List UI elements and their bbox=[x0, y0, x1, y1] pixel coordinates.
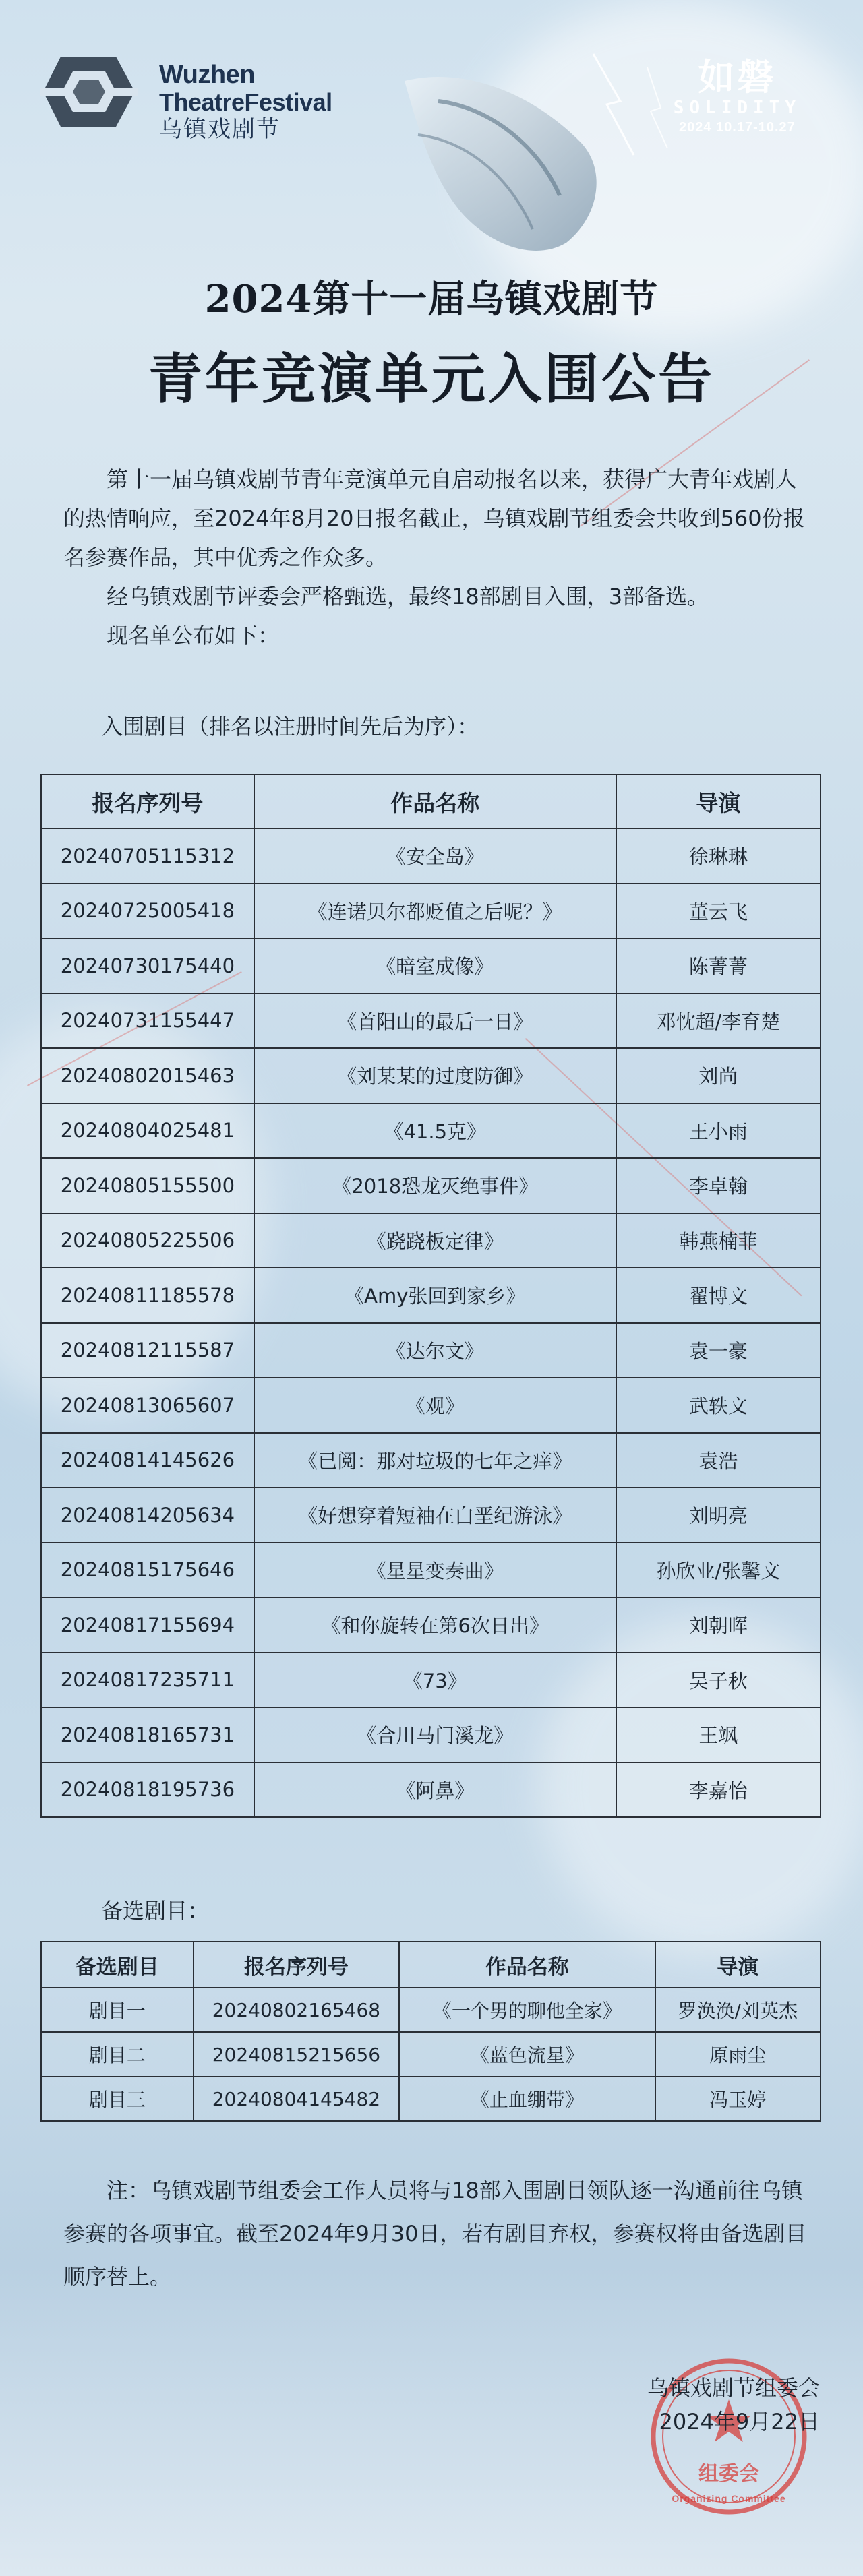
theme-date: 2024 10.17-10.27 bbox=[678, 120, 796, 135]
table-row bbox=[41, 1323, 821, 1378]
table-cell: 20240805155500 bbox=[41, 1158, 254, 1213]
theme-cn: 如磐 bbox=[698, 55, 777, 98]
table-cell: 《止血绷带》 bbox=[399, 2077, 655, 2121]
table-cell: 20240818165731 bbox=[41, 1707, 254, 1762]
table-cell: 20240731155447 bbox=[41, 993, 254, 1049]
table-row bbox=[41, 938, 821, 993]
table-row bbox=[41, 1433, 821, 1488]
table-row bbox=[41, 884, 821, 939]
note-text bbox=[63, 2169, 809, 2298]
column-header: 报名序列号 bbox=[194, 1942, 400, 1988]
page-title-line1: 2024第十一届乌镇戏剧节 bbox=[204, 277, 659, 321]
brand-cn: 乌镇戏剧节 bbox=[159, 116, 280, 143]
column-header: 作品名称 bbox=[254, 774, 616, 828]
table-cell: 20240804145482 bbox=[194, 2077, 400, 2121]
table-cell: 20240802165468 bbox=[194, 1988, 400, 2032]
table-cell: 20240818195736 bbox=[41, 1762, 254, 1818]
stamp-center-text: 组委会 bbox=[698, 2462, 759, 2486]
table-cell: 李卓翰 bbox=[616, 1158, 821, 1213]
table-row bbox=[41, 1653, 821, 1708]
table-header-row bbox=[41, 1942, 821, 1988]
column-header: 报名序列号 bbox=[41, 774, 254, 828]
table-cell: 剧目三 bbox=[41, 2077, 194, 2121]
hero-illustration bbox=[378, 40, 688, 283]
table-cell: 20240817235711 bbox=[41, 1653, 254, 1708]
table-cell: 20240725005418 bbox=[41, 884, 254, 939]
table-cell: 《达尔文》 bbox=[254, 1323, 616, 1378]
table-cell: 20240730175440 bbox=[41, 938, 254, 993]
table-cell: 20240814205634 bbox=[41, 1488, 254, 1543]
table-cell: 20240813065607 bbox=[41, 1378, 254, 1433]
column-header: 作品名称 bbox=[399, 1942, 655, 1988]
brand-en-line2: TheatreFestival bbox=[159, 88, 332, 116]
table-row bbox=[41, 1103, 821, 1159]
table-cell: 翟博文 bbox=[616, 1268, 821, 1323]
intro-text bbox=[63, 460, 805, 655]
table-cell: 袁浩 bbox=[616, 1433, 821, 1488]
table-row bbox=[41, 1597, 821, 1653]
intro-paragraph: 第十一届乌镇戏剧节青年竞演单元自启动报名以来，获得广大青年戏剧人的热情响应，至2024年8月20日报名截止，乌镇戏剧节组委会共收到560份报名参赛作品，其中优秀之作众多。 bbox=[63, 466, 805, 570]
table-cell: 《暗室成像》 bbox=[254, 938, 616, 993]
table-cell: 李嘉怡 bbox=[616, 1762, 821, 1818]
table-cell: 20240817155694 bbox=[41, 1597, 254, 1653]
table-cell: 徐琳琳 bbox=[616, 828, 821, 884]
table-cell: 董云飞 bbox=[616, 884, 821, 939]
table-row bbox=[41, 1378, 821, 1433]
table-cell: 邓忱超/李育楚 bbox=[616, 993, 821, 1049]
table-cell: 刘朝晖 bbox=[616, 1597, 821, 1653]
table-cell: 《2018恐龙灭绝事件》 bbox=[254, 1158, 616, 1213]
table-cell: 刘明亮 bbox=[616, 1488, 821, 1543]
table-row bbox=[41, 1213, 821, 1268]
intro-paragraph: 经乌镇戏剧节评委会严格甄选，最终18部剧目入围，3部备选。 bbox=[107, 584, 709, 609]
table-cell: 《星星变奏曲》 bbox=[254, 1543, 616, 1598]
brand-en-line1: Wuzhen bbox=[159, 61, 255, 89]
column-header: 导演 bbox=[616, 774, 821, 828]
table-cell: 《首阳山的最后一日》 bbox=[254, 993, 616, 1049]
table-row bbox=[41, 1707, 821, 1762]
table-cell: 武轶文 bbox=[616, 1378, 821, 1433]
table-cell: 20240815175646 bbox=[41, 1543, 254, 1598]
table-cell: 《73》 bbox=[254, 1653, 616, 1708]
theme-en: SOLIDITY bbox=[673, 98, 801, 118]
signature-block bbox=[647, 2371, 820, 2439]
festival-logo-mark bbox=[40, 53, 138, 131]
page-title-line2: 青年竞演单元入围公告 bbox=[148, 347, 715, 410]
table-row bbox=[41, 1158, 821, 1213]
table-cell: 《蓝色流星》 bbox=[399, 2032, 655, 2077]
table-row bbox=[41, 1543, 821, 1598]
table-row bbox=[41, 828, 821, 884]
table-cell: 剧目一 bbox=[41, 1988, 194, 2032]
table-row bbox=[41, 1268, 821, 1323]
column-header: 导演 bbox=[655, 1942, 821, 1988]
table-cell: 《好想穿着短袖在白垩纪游泳》 bbox=[254, 1488, 616, 1543]
finalists-table bbox=[40, 774, 821, 1818]
table-row bbox=[41, 2032, 821, 2077]
stamp-ring-text: Organizing Committee bbox=[672, 2493, 786, 2504]
table-row bbox=[41, 993, 821, 1049]
table-cell: 袁一豪 bbox=[616, 1323, 821, 1378]
table-cell: 王飒 bbox=[616, 1707, 821, 1762]
table-cell: 《阿鼻》 bbox=[254, 1762, 616, 1818]
table-cell: 20240805225506 bbox=[41, 1213, 254, 1268]
intro-paragraph: 现名单公布如下： bbox=[107, 623, 280, 648]
table-cell: 冯玉婷 bbox=[655, 2077, 821, 2121]
backups-heading: 备选剧目： bbox=[101, 1898, 210, 1924]
table-cell: 20240705115312 bbox=[41, 828, 254, 884]
table-cell: 《Amy张回到家乡》 bbox=[254, 1268, 616, 1323]
festival-brand bbox=[159, 61, 332, 143]
table-cell: 20240815215656 bbox=[194, 2032, 400, 2077]
finalists-heading: 入围剧目（排名以注册时间先后为序）： bbox=[101, 714, 479, 739]
table-cell: 《观》 bbox=[254, 1378, 616, 1433]
table-cell: 《跷跷板定律》 bbox=[254, 1213, 616, 1268]
table-cell: 吴子秋 bbox=[616, 1653, 821, 1708]
table-cell: 刘尚 bbox=[616, 1048, 821, 1103]
note-paragraph: 注：乌镇戏剧节组委会工作人员将与18部入围剧目领队逐一沟通前往乌镇参赛的各项事宜。截至2024年9月30日，若有剧目弃权，参赛权将由备选剧目顺序替上。 bbox=[63, 2178, 807, 2290]
column-header: 备选剧目 bbox=[41, 1942, 194, 1988]
table-cell: 剧目二 bbox=[41, 2032, 194, 2077]
table-cell: 韩燕楠菲 bbox=[616, 1213, 821, 1268]
table-cell: 20240814145626 bbox=[41, 1433, 254, 1488]
signature-date: 2024年9月22日 bbox=[659, 2409, 820, 2434]
table-cell: 《41.5克》 bbox=[254, 1103, 616, 1159]
table-cell: 《已阅：那对垃圾的七年之痒》 bbox=[254, 1433, 616, 1488]
table-cell: 罗涣涣/刘英杰 bbox=[655, 1988, 821, 2032]
table-cell: 《和你旋转在第6次日出》 bbox=[254, 1597, 616, 1653]
table-cell: 《安全岛》 bbox=[254, 828, 616, 884]
table-cell: 孙欣业/张馨文 bbox=[616, 1543, 821, 1598]
table-row bbox=[41, 2077, 821, 2121]
table-row bbox=[41, 1762, 821, 1818]
table-cell: 陈菁菁 bbox=[616, 938, 821, 993]
table-cell: 原雨尘 bbox=[655, 2032, 821, 2077]
table-cell: 20240802015463 bbox=[41, 1048, 254, 1103]
signature-org: 乌镇戏剧节组委会 bbox=[647, 2375, 820, 2401]
table-cell: 王小雨 bbox=[616, 1103, 821, 1159]
table-row bbox=[41, 1048, 821, 1103]
table-cell: 《合川马门溪龙》 bbox=[254, 1707, 616, 1762]
table-cell: 20240812115587 bbox=[41, 1323, 254, 1378]
backups-table bbox=[40, 1941, 821, 2122]
table-header-row bbox=[41, 774, 821, 828]
table-row bbox=[41, 1988, 821, 2032]
table-cell: 《刘某某的过度防御》 bbox=[254, 1048, 616, 1103]
table-cell: 《一个男的聊他全家》 bbox=[399, 1988, 655, 2032]
table-row bbox=[41, 1488, 821, 1543]
table-cell: 《连诺贝尔都贬值之后呢？》 bbox=[254, 884, 616, 939]
festival-theme bbox=[674, 57, 801, 136]
table-cell: 20240811185578 bbox=[41, 1268, 254, 1323]
table-cell: 20240804025481 bbox=[41, 1103, 254, 1159]
